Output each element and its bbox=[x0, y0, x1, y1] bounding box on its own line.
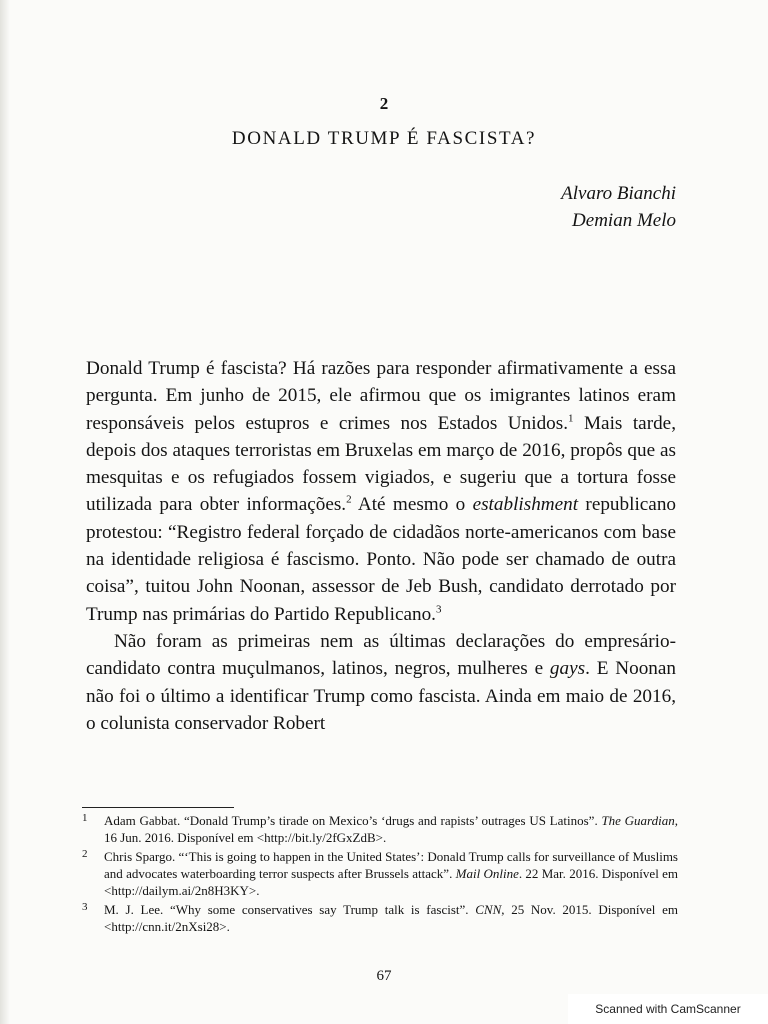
paragraph bbox=[86, 628, 676, 737]
footnote bbox=[82, 901, 678, 935]
footnote-text bbox=[104, 901, 678, 935]
text-run: , 16 Jun. 2016. Disponível em <http://bit.ly/2fGxZdB>. bbox=[104, 813, 678, 845]
footnote-number: 3 bbox=[82, 901, 88, 913]
text-run: Até mesmo o bbox=[351, 494, 473, 516]
footnote-ref: 1 bbox=[568, 412, 574, 425]
body-text bbox=[86, 355, 676, 737]
footnote-text bbox=[104, 812, 678, 846]
text-run: . 22 Mar. 2016. Disponível em <http://dailym.ai/2n8H3KY>. bbox=[104, 866, 678, 898]
chapter-title: DONALD TRUMP É FASCISTA? bbox=[231, 128, 537, 149]
chapter-number: 2 bbox=[379, 94, 389, 113]
text-run: Adam Gabbat. “Donald Trump’s tirade on Mexico’s ‘drugs and rapists’ outrages US Latinos”. bbox=[104, 813, 602, 828]
footnote-number: 2 bbox=[82, 848, 88, 860]
italic-term: establishment bbox=[472, 494, 579, 516]
footnote bbox=[82, 812, 678, 846]
text-run: Donald Trump é fascista? Há razões para responder afirmativamente a essa pergunta. Em junho de 2015, ele afirmou que os imigrantes latinos eram responsáveis pelos estupros e crimes nos Estados Unidos. bbox=[86, 358, 676, 434]
text-run: Chris Spargo. “‘This is going to happen in the United States’: Donald Trump calls for surveillance of Muslims and advocates waterboarding terror suspects after Brussels attack”. bbox=[104, 849, 678, 881]
text-run: M. J. Lee. “Why some conservatives say Trump talk is fascist”. bbox=[104, 902, 476, 917]
page-number: 67 bbox=[376, 968, 392, 984]
footnotes bbox=[82, 812, 678, 937]
footnote-ref: 2 bbox=[346, 494, 352, 507]
footnote-divider bbox=[82, 807, 234, 808]
author-name: Alvaro Bianchi bbox=[561, 183, 676, 204]
text-run: republicano protestou: “Registro federal forçado de cidadãos norte-americanos com base na identidade religiosa é fascismo. Ponto. Não pode ser chamado de outra coisa”, tuitou John Noonan, assessor de Jeb Bush, candidato derrotado por Trump nas primárias do Partido Republicano. bbox=[86, 494, 677, 625]
text-run: Mais tarde, depois dos ataques terroristas em Bruxelas em março de 2016, propôs que as mesquitas e os refugiados fossem vigiados, e sugeriu que a tortura fosse utilizada para obter informações. bbox=[86, 412, 676, 516]
footnote-ref: 3 bbox=[435, 603, 442, 616]
text-run: , 25 Nov. 2015. Disponível em <http://cnn.it/2nXsi28>. bbox=[104, 902, 678, 934]
author-name: Demian Melo bbox=[572, 210, 676, 231]
source-title: Mail Online bbox=[455, 866, 519, 881]
footnote-number: 1 bbox=[82, 812, 88, 824]
source-title: CNN bbox=[475, 902, 502, 917]
paragraph bbox=[86, 355, 676, 628]
authors bbox=[561, 180, 676, 234]
source-title: The Guardian bbox=[601, 813, 675, 828]
page-edge-shadow bbox=[0, 0, 10, 1024]
footnote bbox=[82, 848, 678, 899]
scanner-watermark: Scanned with CamScanner bbox=[568, 994, 768, 1024]
italic-term: gays bbox=[549, 658, 586, 680]
text-run: Não foram as primeiras nem as últimas declarações do empresário-candidato contra muçulmanos, latinos, negros, mulheres e bbox=[86, 630, 676, 680]
text-run: . E Noonan não foi o último a identificar Trump como fascista. Ainda em maio de 2016, o colunista conservador Robert bbox=[86, 658, 677, 734]
footnote-text bbox=[104, 848, 678, 899]
